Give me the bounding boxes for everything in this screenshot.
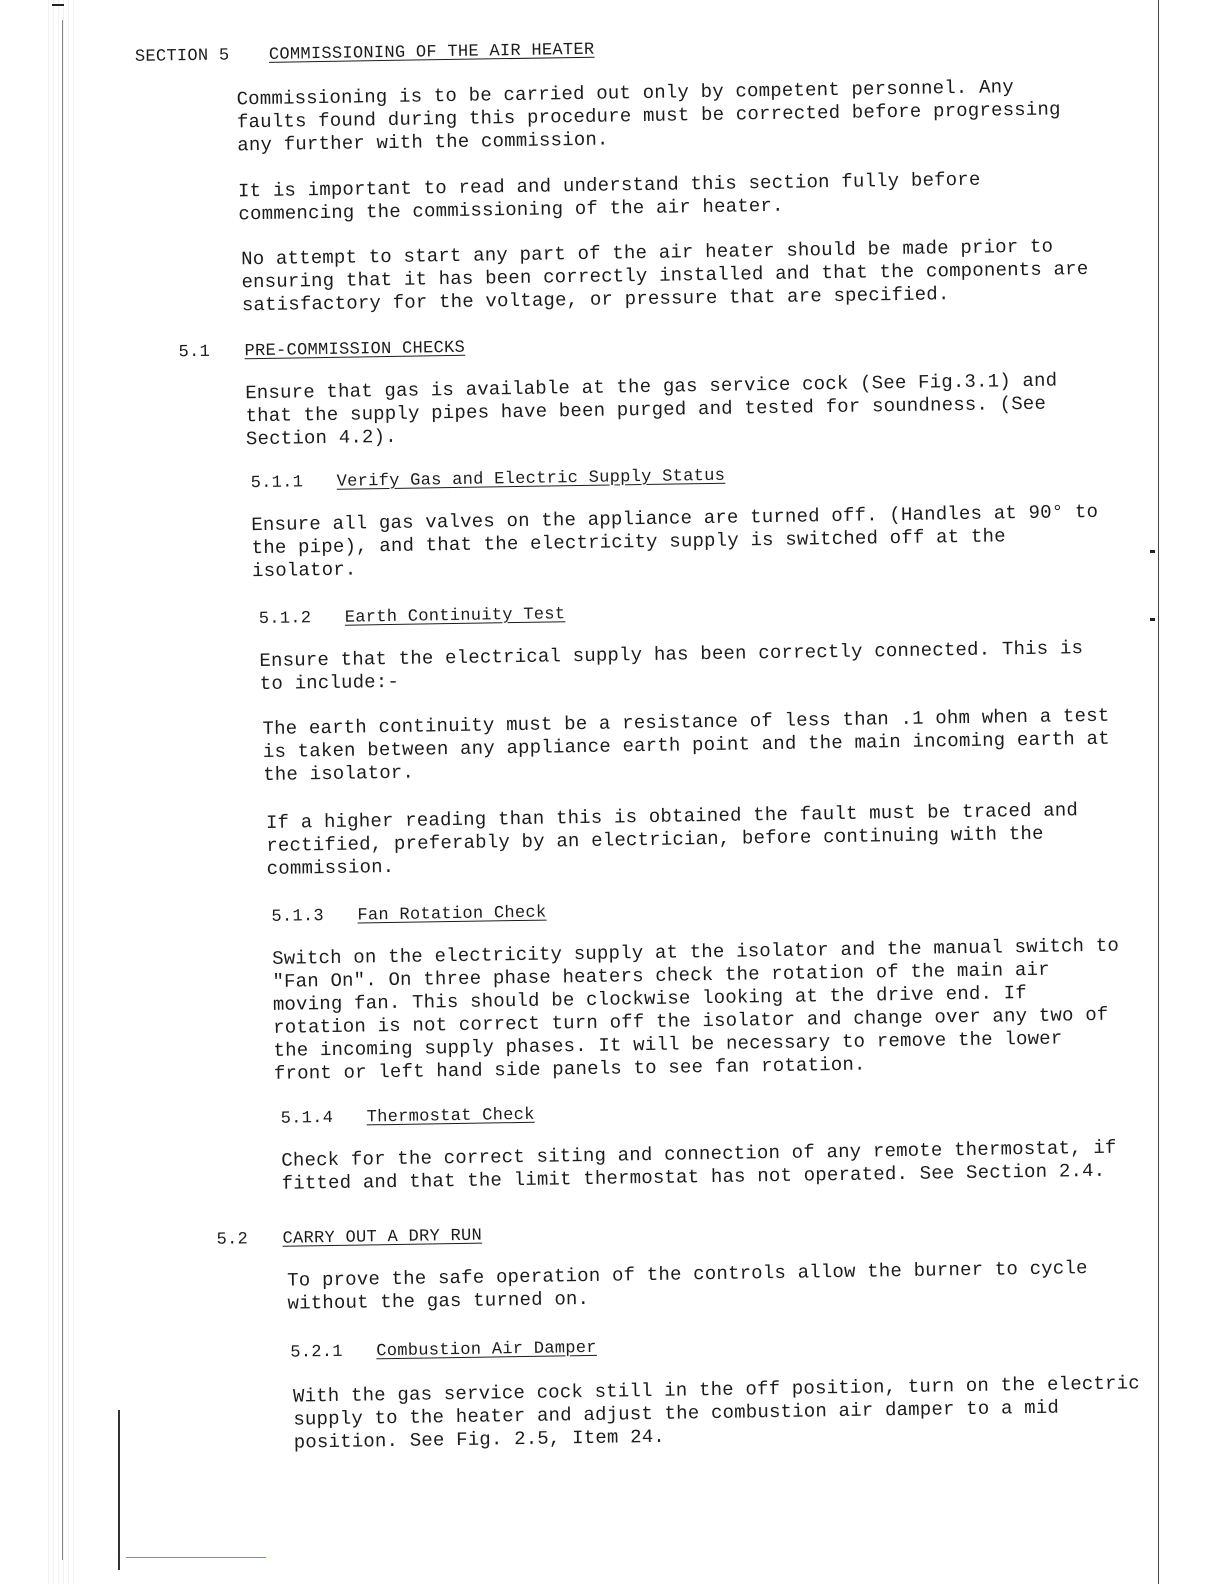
paragraph: Ensure all gas valves on the appliance are turned off. (Handles at 90° to the pipe), and that the electricity supply is switched off at the isolator. (251, 500, 1099, 583)
subsection-heading-5-1-4 (281, 1106, 535, 1129)
intro-paragraph: No attempt to start any part of the air heater should be made prior to ensuring that it has been correctly installed and that the components are satisfactory for the voltage, or pressure that are specified. (240, 235, 1089, 317)
subsection-number: 5.2.1 (290, 1342, 343, 1363)
subsection-title: PRE-COMMISSION CHECKS (244, 338, 466, 362)
subsection-heading-5-2-1 (290, 1339, 597, 1363)
subsection-title: Verify Gas and Electric Supply Status (336, 466, 726, 492)
subsection-title: Combustion Air Damper (376, 1338, 597, 1362)
intro-paragraph: It is important to read and understand this section fully before commencing the commissioning of the air heater. (237, 168, 981, 226)
section-heading (135, 41, 595, 67)
subsection-heading-5-2 (216, 1227, 482, 1250)
subsection-title: CARRY OUT A DRY RUN (282, 1226, 483, 1249)
subsection-number: 5.2 (216, 1230, 249, 1250)
subsection-title: Fan Rotation Check (357, 903, 547, 926)
subsection-number: 5.1.1 (250, 473, 304, 494)
subsection-number: 5.1.2 (258, 609, 312, 630)
subsection-heading-5-1 (178, 339, 465, 362)
paragraph: Ensure that the electrical supply has been correctly connected. This is to include:- (259, 637, 1084, 696)
subsection-heading-5-1-1 (251, 467, 726, 493)
intro-paragraph: Commissioning is to be carried out only by competent personnel. Any faults found during this procedure must be corrected before progressing any further with the commission. (236, 76, 1061, 157)
subsection-heading-5-1-2 (259, 605, 566, 629)
subsection-title: Thermostat Check (366, 1105, 535, 1128)
paragraph: With the gas service cock still in the off position, turn on the electric supply to the heater and adjust the combustion air damper to a mid position. See Fig. 2.5, Item 24. (292, 1372, 1141, 1454)
paragraph: To prove the safe operation of the controls allow the burner to cycle without the gas turned on. (287, 1257, 1088, 1315)
section-number: SECTION 5 (134, 46, 230, 67)
subsection-number: 5.1 (178, 342, 211, 363)
section-title: COMMISSIONING OF THE AIR HEATER (268, 40, 595, 65)
subsection-heading-5-1-3 (271, 904, 546, 927)
paragraph: If a higher reading than this is obtained the fault must be traced and rectified, preferably by an electrician, before continuing with the commission. (265, 799, 1079, 880)
subsection-number: 5.1.4 (280, 1108, 334, 1129)
paragraph: Switch on the electricity supply at the isolator and the manual switch to "Fan On". On three phase heaters check the rotation of the main air moving fan. This should be clockwise looking at the drive end. If rotation is not correct turn off the isolator and change over any two of the incoming supply phases. It will be necessary to remove the lower front or left hand side panels to see fan rotation. (271, 934, 1120, 1085)
paragraph: Ensure that gas is available at the gas service cock (See Fig.3.1) and that the supply pipes have been purged and tested for soundness. (See Section 4.2). (245, 369, 1058, 451)
subsection-number: 5.1.3 (271, 907, 325, 927)
paragraph: Check for the correct siting and connection of any remote thermostat, if fitted and that the limit thermostat has not operated. See Section 2.4. (281, 1136, 1117, 1195)
paragraph: The earth continuity must be a resistance of less than .1 ohm when a test is taken between any appliance earth point and the main incoming earth at the isolator. (262, 704, 1110, 786)
subsection-title: Earth Continuity Test (344, 605, 566, 628)
